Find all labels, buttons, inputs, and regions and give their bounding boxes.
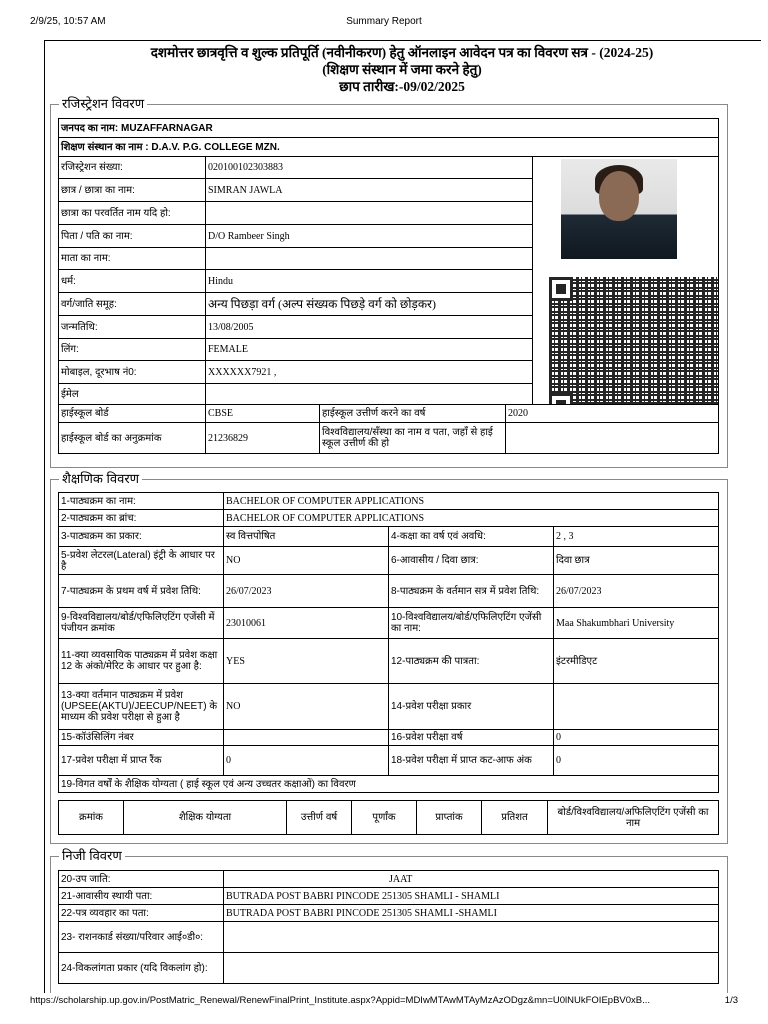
title-line-2: (शिक्षण संस्थान में जमा करने हेतु): [322, 62, 482, 77]
print-header: [30, 16, 738, 30]
entrance-exam-type-value: [554, 684, 719, 730]
print-title: Summary Report: [346, 16, 422, 27]
entrance-cutoff-value: 0: [554, 746, 719, 776]
field-label: 23- राशनकार्ड संख्या/परिवार आई०डी०:: [59, 922, 224, 953]
table-header: शैक्षिक योग्यता: [124, 801, 287, 835]
field-label: हाईस्कूल उत्तीर्ण करने का वर्ष: [320, 405, 506, 423]
field-label: 20-उप जाति:: [59, 871, 224, 888]
sub-caste-value: JAAT: [224, 871, 719, 888]
field-label: 22-पत्र व्यवहार का पता:: [59, 905, 224, 922]
field-label: 2-पाठ्यक्रम का ब्रांच:: [59, 510, 224, 527]
permanent-address-value: BUTRADA POST BABRI PINCODE 251305 SHAMLI - SHAMLI: [224, 888, 719, 905]
student-photo: [561, 159, 677, 259]
hs-board-value: CBSE: [206, 405, 320, 423]
field-label: 13-क्या वर्तमान पाठ्यक्रम में प्रवेश (UPSEE(AKTU)/JEECUP/NEET) के माध्यम की प्रवेश परीक्षा से हुआ है: [59, 684, 224, 730]
photo-qr-cell: [533, 157, 719, 405]
field-label: 3-पाठ्यक्रम का प्रकार:: [59, 527, 224, 547]
university-name-value: Maa Shakumbhari University: [554, 608, 719, 639]
field-label: 6-आवासीय / दिवा छात्र:: [389, 547, 554, 575]
dob-value: 13/08/2005: [206, 316, 533, 339]
mother-name-value: [206, 248, 533, 270]
hs-roll-value: 21236829: [206, 423, 320, 454]
religion-value: Hindu: [206, 270, 533, 293]
field-label: 4-कक्षा का वर्ष एवं अवधि:: [389, 527, 554, 547]
email-value: [206, 384, 533, 405]
field-label: 5-प्रवेश लेटरल(Lateral) इंट्री के आधार पर है: [59, 547, 224, 575]
course-eligibility-value: इंटरमीडिएट: [554, 639, 719, 684]
field-label: लिंग:: [59, 339, 206, 361]
field-label: 24-विकलांगता प्रकार (यदि विकलांग हो):: [59, 953, 224, 984]
ration-card-value: [224, 922, 719, 953]
qr-finder: [549, 277, 573, 301]
field-label: 18-प्रवेश परीक्षा में प्राप्त कट-आफ अंक: [389, 746, 554, 776]
district-name: जनपद का नाम: MUZAFFARNAGAR: [59, 119, 719, 138]
course-branch-value: BACHELOR OF COMPUTER APPLICATIONS: [224, 510, 719, 527]
correspondence-address-value: BUTRADA POST BABRI PINCODE 251305 SHAMLI -SHAMLI: [224, 905, 719, 922]
first-year-admission-date: 26/07/2023: [224, 575, 389, 608]
page-number: 1/3: [724, 995, 738, 1006]
field-label: 21-आवासीय स्थायी पता:: [59, 888, 224, 905]
registration-legend: रजिस्ट्रेशन विवरण: [59, 96, 147, 112]
course-name-value: BACHELOR OF COMPUTER APPLICATIONS: [224, 493, 719, 510]
counselling-number-value: [224, 730, 389, 746]
entrance-exam-year-value: 0: [554, 730, 719, 746]
field-label: मोबाइल, दूरभाष नं0:: [59, 361, 206, 384]
qr-finder: [549, 393, 573, 405]
field-label: 15-कॉउंसिलिंग नंबर: [59, 730, 224, 746]
qr-code: [549, 277, 719, 405]
field-label: माता का नाम:: [59, 248, 206, 270]
entrance-admission-value: NO: [224, 684, 389, 730]
disability-type-value: [224, 953, 719, 984]
page-url: https://scholarship.up.gov.in/PostMatric_Renewal/RenewFinalPrint_Institute.aspx?Appid=MDIwMTAwMTAyMzAzODgz&mn=U0lNUkFOIEpBV0xB...: [30, 995, 651, 1006]
field-label: छात्रा का परवर्तित नाम यदि हो:: [59, 202, 206, 225]
gender-value: FEMALE: [206, 339, 533, 361]
field-label: जन्मतिथि:: [59, 316, 206, 339]
field-label: 1-पाठ्यक्रम का नाम:: [59, 493, 224, 510]
university-registration-value: 23010061: [224, 608, 389, 639]
hs-pass-year-value: 2020: [506, 405, 719, 423]
field-label: 12-पाठ्यक्रम की पात्रता:: [389, 639, 554, 684]
academic-table: [58, 492, 719, 793]
personal-table: [58, 870, 719, 984]
father-name-value: D/O Rambeer Singh: [206, 225, 533, 248]
field-label: 7-पाठ्यक्रम के प्रथम वर्ष में प्रवेश तिथि:: [59, 575, 224, 608]
field-label: रजिस्ट्रेशन संख्या:: [59, 157, 206, 179]
table-header: प्रतिशत: [482, 801, 548, 835]
field-label: विश्वविद्यालय/सँस्था का नाम व पता, जहाँ से हाई स्कूल उत्तीर्ण की हो: [320, 423, 506, 454]
institute-name: शिक्षण संस्थान का नाम : D.A.V. P.G. COLLEGE MZN.: [59, 138, 719, 157]
registration-number-value: 020100102303883: [206, 157, 533, 179]
residential-status-value: दिवा छात्र: [554, 547, 719, 575]
table-header: बोर्ड/विश्वविद्यालय/अफिलिएटिंग एजेंसी का नाम: [548, 801, 719, 835]
field-label: ईमेल: [59, 384, 206, 405]
table-header: प्राप्तांक: [417, 801, 482, 835]
table-header: उत्तीर्ण वर्ष: [287, 801, 352, 835]
entrance-rank-value: 0: [224, 746, 389, 776]
field-label: 10-विश्वविद्यालय/बोर्ड/एफिलिएटिंग एजेंसी का नाम:: [389, 608, 554, 639]
field-label: 16-प्रवेश परीक्षा वर्ष: [389, 730, 554, 746]
course-type-value: स्व वित्तपोषित: [224, 527, 389, 547]
title-line-1: दशमोत्तर छात्रवृत्ति व शुल्क प्रतिपूर्ति (नवीनीकरण) हेतु ऑनलाइन आवेदन पत्र का विवरण सत्र - (2024-25): [150, 45, 654, 60]
table-header: क्रमांक: [59, 801, 124, 835]
category-value: अन्य पिछड़ा वर्ग (अल्प संख्यक पिछड़े वर्ग को छोड़कर): [206, 293, 533, 316]
table-header: पूर्णांक: [352, 801, 417, 835]
print-footer: [30, 995, 738, 1009]
field-label: हाईस्कूल बोर्ड का अनुक्रमांक: [59, 423, 206, 454]
class-year-value: 2 , 3: [554, 527, 719, 547]
academic-legend: शैक्षणिक विवरण: [59, 471, 142, 487]
mobile-value: XXXXXX7921 ,: [206, 361, 533, 384]
previous-qualification-label: 19-विगत वर्षों के शैक्षिक योग्यता ( हाई स्कूल एवं अन्य उच्चतर कक्षाओं) का विवरण: [59, 776, 719, 793]
field-label: वर्ग/जाति समूह:: [59, 293, 206, 316]
lateral-entry-value: NO: [224, 547, 389, 575]
field-label: छात्र / छात्रा का नाम:: [59, 179, 206, 202]
previous-qualification-table: [58, 800, 719, 835]
photo-face: [599, 171, 639, 221]
personal-legend: निजी विवरण: [59, 848, 125, 864]
field-label: धर्म:: [59, 270, 206, 293]
merit-admission-value: YES: [224, 639, 389, 684]
document-title: [44, 44, 760, 95]
student-name-value: SIMRAN JAWLA: [206, 179, 533, 202]
field-label: 8-पाठ्यक्रम के वर्तमान सत्र में प्रवेश तिथि:: [389, 575, 554, 608]
changed-name-value: [206, 202, 533, 225]
registration-table: [58, 118, 719, 454]
hs-institution-value: [506, 423, 719, 454]
field-label: 11-क्या व्यवसायिक पाठ्यक्रम में प्रवेश कक्षा 12 के अंको/मेरिट के आधार पर हुआ है:: [59, 639, 224, 684]
field-label: हाईस्कूल बोर्ड: [59, 405, 206, 423]
current-session-admission-date: 26/07/2023: [554, 575, 719, 608]
print-datetime: 2/9/25, 10:57 AM: [30, 16, 106, 27]
print-date-line: छाप तारीख:-09/02/2025: [339, 79, 465, 94]
field-label: 9-विश्वविद्यालय/बोर्ड/एफिलिएटिंग एजेंसी में पंजीयन क्रमांक: [59, 608, 224, 639]
field-label: 17-प्रवेश परीक्षा में प्राप्त रैंक: [59, 746, 224, 776]
field-label: 14-प्रवेश परीक्षा प्रकार: [389, 684, 554, 730]
field-label: पिता / पति का नाम:: [59, 225, 206, 248]
